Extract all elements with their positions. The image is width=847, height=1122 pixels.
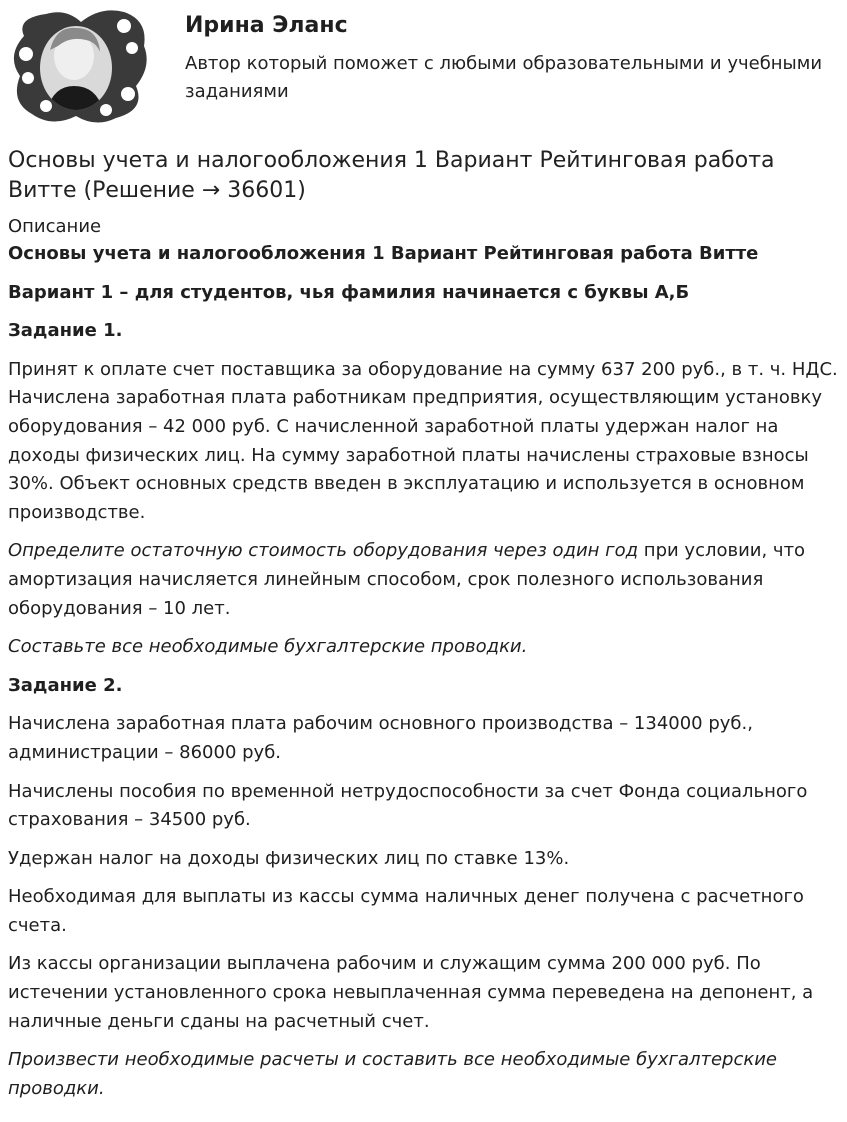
task1-text: Принят к оплате счет поставщика за оборудование на сумму 637 200 руб., в т. ч. НДС. Начислена заработная плата работникам предприятия, осуществляющим установку оборудования – 42 000 руб. С начисленной заработной платы удержан налог на доходы физических лиц. На сумму заработной платы начислены страховые взносы 30%. Объект основных средств введен в эксплуатацию и используется в основном производстве. bbox=[8, 358, 838, 523]
document-content bbox=[8, 146, 843, 1113]
task2-paragraph: Начислена заработная плата рабочим основного производства – 134000 руб., администрации – 86000 руб. bbox=[8, 713, 753, 763]
author-description: Автор который поможет с любыми образовательными и учебными заданиями bbox=[185, 53, 823, 102]
task2-paragraph: Необходимая для выплаты из кассы сумма наличных денег получена с расчетного счета. bbox=[8, 886, 804, 936]
task1-question-italic: Определите остаточную стоимость оборудования через один год bbox=[8, 540, 639, 562]
task1-question bbox=[8, 537, 843, 623]
variant-heading: Вариант 1 – для студентов, чья фамилия начинается с буквы А,Б bbox=[8, 281, 690, 303]
author-avatar[interactable] bbox=[6, 6, 152, 128]
task2-paragraph: Начислены пособия по временной нетрудоспособности за счет Фонда социального страхования – 34500 руб. bbox=[8, 780, 808, 831]
document-title: Основы учета и налогообложения 1 Вариант Рейтинговая работа Витте (Решение → 36601) bbox=[8, 148, 775, 203]
task2-title: Задание 2. bbox=[8, 674, 123, 696]
document-heading: Основы учета и налогообложения 1 Вариант Рейтинговая работа Витте bbox=[8, 243, 759, 264]
task2-instruction: Произвести необходимые расчеты и составить все необходимые бухгалтерские проводки. bbox=[8, 1049, 777, 1099]
author-card bbox=[0, 0, 847, 140]
author-name[interactable]: Ирина Эланс bbox=[185, 13, 348, 38]
task1-title: Задание 1. bbox=[8, 320, 123, 342]
task2-paragraph: Из кассы организации выплачена рабочим и служащим сумма 200 000 руб. По истечении установленного срока невыплаченная сумма переведена на депонент, а наличные деньги сданы на расчетный счет. bbox=[8, 953, 814, 1032]
task1-question-rest: при условии, что амортизация начисляется линейным способом, срок полезного использования оборудования – 10 лет. bbox=[8, 540, 806, 619]
task1-instruction: Составьте все необходимые бухгалтерские проводки. bbox=[8, 636, 528, 658]
task2-paragraph: Удержан налог на доходы физических лиц по ставке 13%. bbox=[8, 847, 570, 869]
description-label: Описание bbox=[8, 216, 102, 237]
